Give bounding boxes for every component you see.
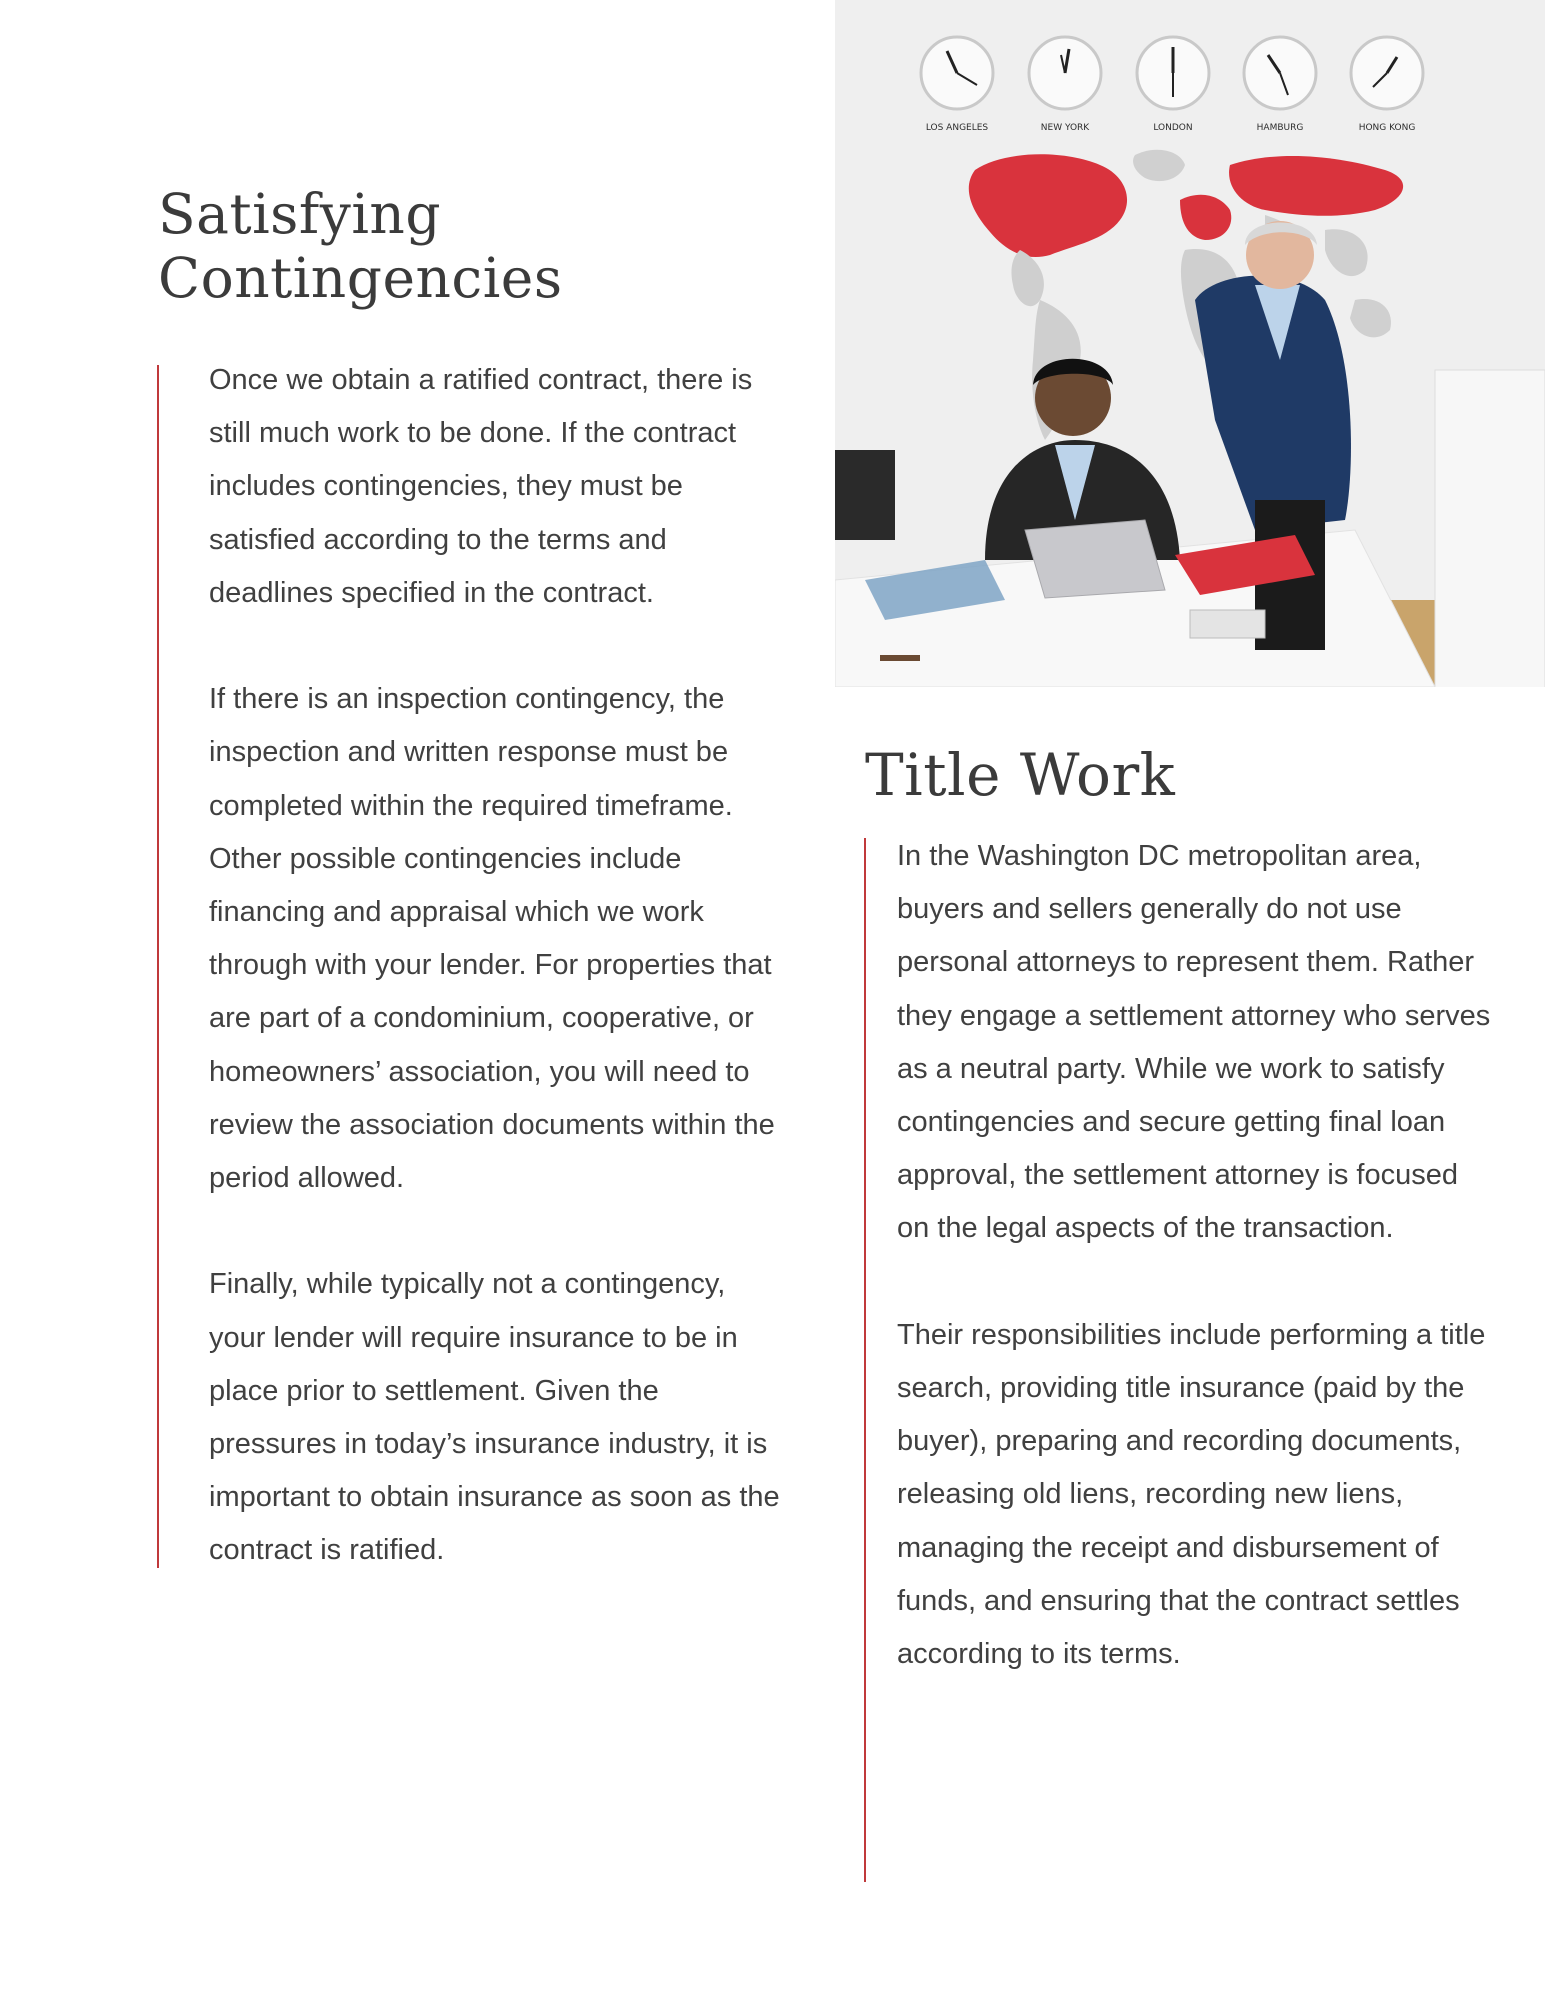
office-photo (835, 0, 1545, 687)
clock-label: NEW YORK (1040, 123, 1090, 133)
contingencies-body (209, 354, 784, 1578)
title-line: Satisfying (158, 182, 442, 246)
title-work-body (897, 830, 1497, 1681)
clock-label: LOS ANGELES (925, 123, 989, 133)
paragraph: Finally, while typically not a contingency, your lender will require insurance to be in place prior to settlement. Given the pressures in today’s insurance industry, it is important to obtain insurance as soon as the contract is ratified. (209, 1268, 780, 1567)
clock-label: HAMBURG (1256, 123, 1304, 133)
title-line: Contingencies (158, 246, 563, 310)
paragraph: Once we obtain a ratified contract, there is still much work to be done. If the contract includes contingencies, they must be satisfied according to the terms and deadlines specified in the contract. (209, 364, 753, 609)
paragraph: If there is an inspection contingency, the inspection and written response must be completed within the required timeframe. Other possible contingencies include financing and appraisal which we work through with your lender. For properties that are part of a condominium, cooperative, or homeowners’ association, you will need to review the association documents within the period allowed. (209, 683, 775, 1195)
clock-label: HONG KONG (1358, 123, 1416, 133)
accent-rule (864, 838, 866, 1882)
accent-rule (157, 365, 159, 1568)
paragraph: Their responsibilities include performing a title search, providing title insurance (paid by the buyer), preparing and recording documents, releasing old liens, recording new liens, managing the receipt and disbursement of funds, and ensuring that the contract settles according to its terms. (897, 1318, 1486, 1671)
paragraph: In the Washington DC metropolitan area, buyers and sellers generally do not use personal attorneys to represent them. Rather they engage a settlement attorney who serves as a neutral party. While we work to satisfy contingencies and secure getting final loan approval, the settlement attorney is focused on the legal aspects of the transaction. (897, 840, 1491, 1245)
section-title-contingencies (158, 182, 718, 310)
clock-label: LONDON (1153, 123, 1193, 133)
section-title-title-work: Title Work (865, 741, 1176, 809)
